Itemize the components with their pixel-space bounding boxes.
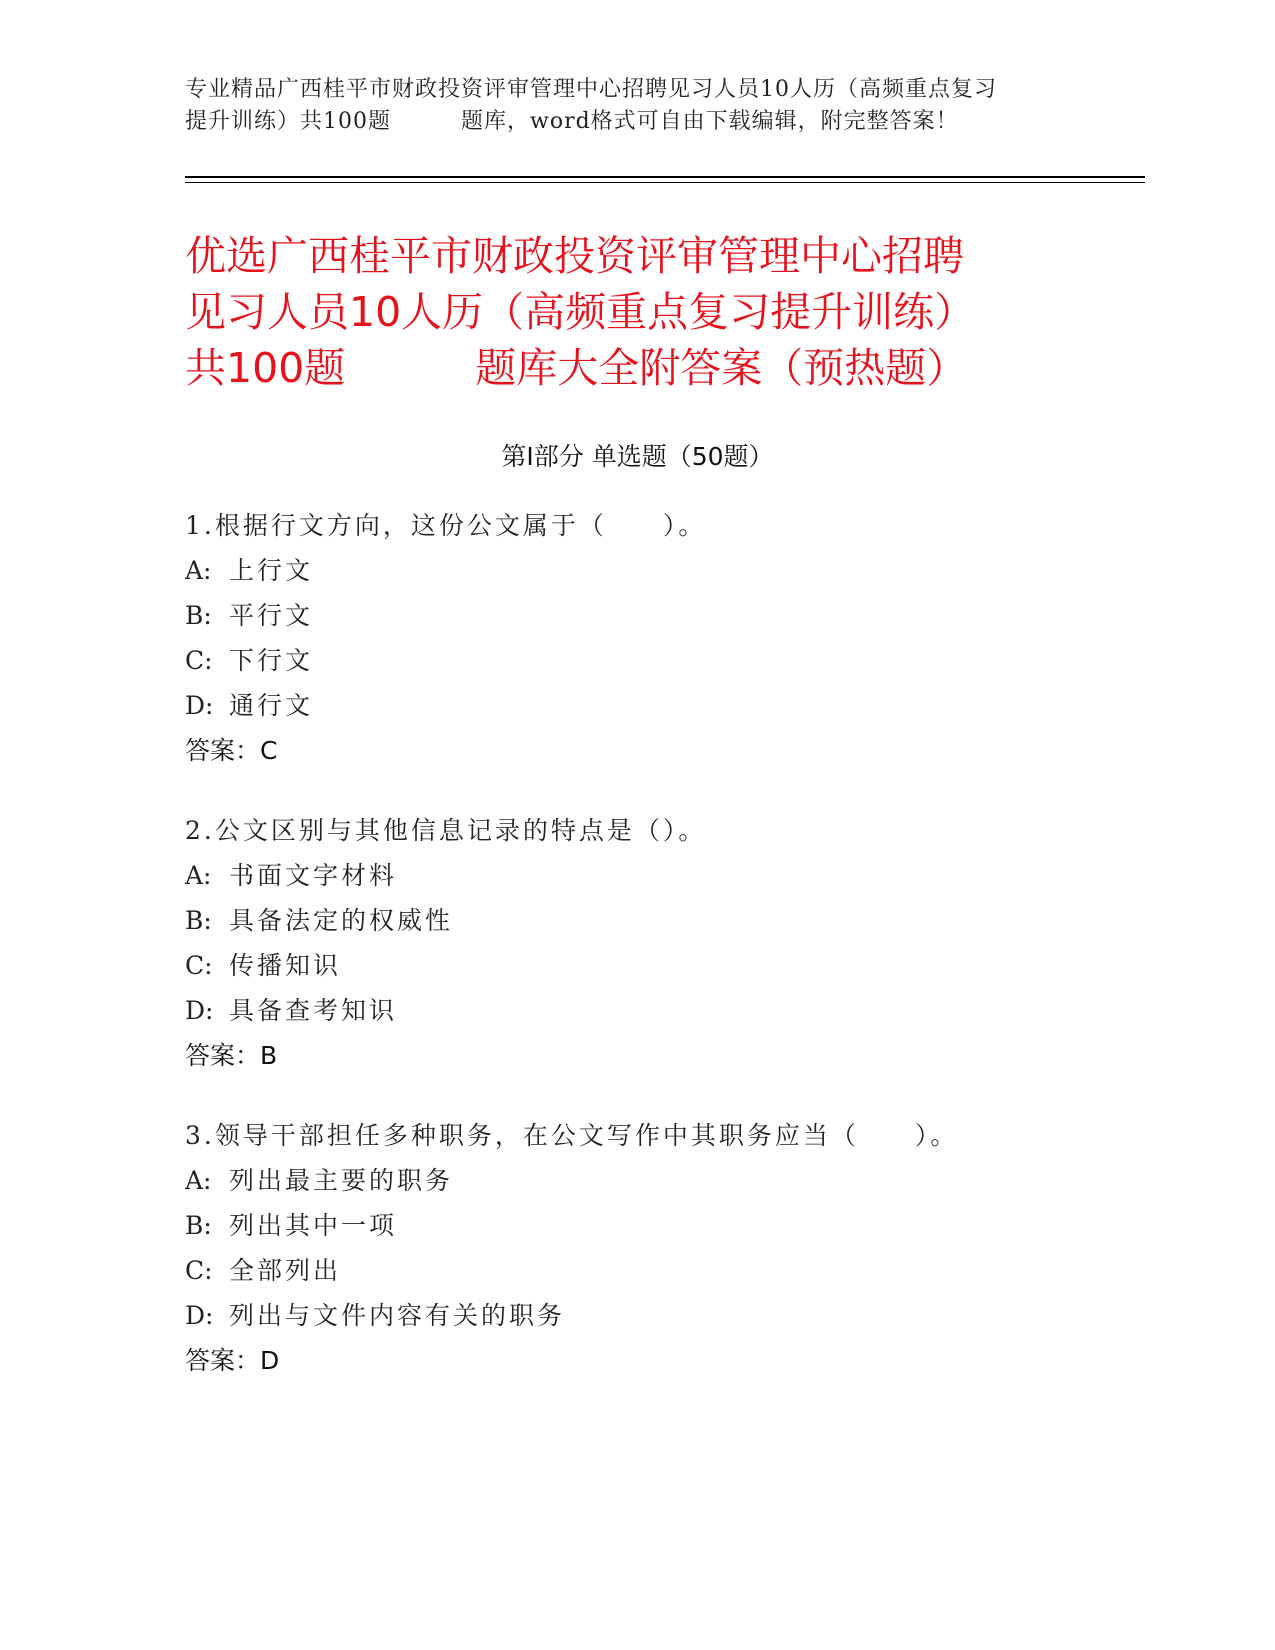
question-2 — [185, 808, 1105, 1078]
option-letter: C: — [185, 951, 213, 980]
title-line-3b: 题库大全附答案（预热题） — [475, 344, 968, 392]
option-text: 具备法定的权威性 — [229, 906, 454, 935]
section-heading: 第Ⅰ部分 单选题（50题） — [501, 442, 774, 471]
option-a — [185, 1158, 1105, 1203]
option-a — [185, 853, 1105, 898]
option-d — [185, 988, 1105, 1033]
header-divider-thick — [185, 176, 1145, 178]
question-text: 3.领导干部担任多种职务，在公文写作中其职务应当（ ）。 — [185, 1121, 959, 1150]
option-text: 全部列出 — [229, 1256, 342, 1285]
option-c — [185, 1248, 1105, 1293]
option-d — [185, 1293, 1105, 1338]
option-text: 列出最主要的职务 — [229, 1166, 454, 1195]
option-letter: D: — [185, 996, 214, 1025]
option-letter: D: — [185, 691, 214, 720]
option-a — [185, 548, 1105, 593]
option-text: 通行文 — [229, 691, 314, 720]
option-letter: C: — [185, 1256, 213, 1285]
option-letter: D: — [185, 1301, 214, 1330]
option-text: 列出其中一项 — [229, 1211, 398, 1240]
question-text: 1.根据行文方向，这份公文属于（ ）。 — [185, 511, 707, 540]
option-b — [185, 593, 1105, 638]
question-1 — [185, 503, 1105, 773]
document-title — [185, 228, 1085, 396]
title-line-1: 优选广西桂平市财政投资评审管理中心招聘 — [185, 232, 964, 280]
option-letter: A: — [185, 861, 212, 890]
option-letter: C: — [185, 646, 213, 675]
answer: 答案：C — [185, 736, 278, 765]
option-letter: A: — [185, 1166, 212, 1195]
header-note — [185, 74, 1085, 138]
option-text: 书面文字材料 — [229, 861, 398, 890]
header-note-line-2a: 提升训练）共100题 — [185, 109, 391, 134]
option-d — [185, 683, 1105, 728]
option-b — [185, 1203, 1105, 1248]
option-text: 具备查考知识 — [229, 996, 398, 1025]
option-b — [185, 898, 1105, 943]
option-letter: A: — [185, 556, 212, 585]
option-text: 上行文 — [229, 556, 314, 585]
question-3 — [185, 1113, 1105, 1383]
option-text: 列出与文件内容有关的职务 — [229, 1301, 566, 1330]
option-letter: B: — [185, 906, 212, 935]
title-line-3a: 共100题 — [185, 344, 346, 392]
answer: 答案：D — [185, 1346, 280, 1375]
option-letter: B: — [185, 601, 212, 630]
header-note-line-2 — [185, 106, 1085, 138]
option-c — [185, 943, 1105, 988]
header-divider-thin — [185, 182, 1145, 183]
option-text: 下行文 — [229, 646, 314, 675]
title-line-3 — [185, 340, 1085, 396]
header-note-line-1: 专业精品广西桂平市财政投资评审管理中心招聘见习人员10人历（高频重点复习 — [185, 77, 997, 102]
header-note-line-2b: 题库，word格式可自由下载编辑，附完整答案！ — [461, 109, 959, 134]
option-text: 传播知识 — [229, 951, 342, 980]
option-text: 平行文 — [229, 601, 314, 630]
option-letter: B: — [185, 1211, 212, 1240]
question-text: 2.公文区别与其他信息记录的特点是（）。 — [185, 816, 707, 845]
answer: 答案：B — [185, 1041, 278, 1070]
option-c — [185, 638, 1105, 683]
title-line-2: 见习人员10人历（高频重点复习提升训练） — [185, 288, 976, 336]
